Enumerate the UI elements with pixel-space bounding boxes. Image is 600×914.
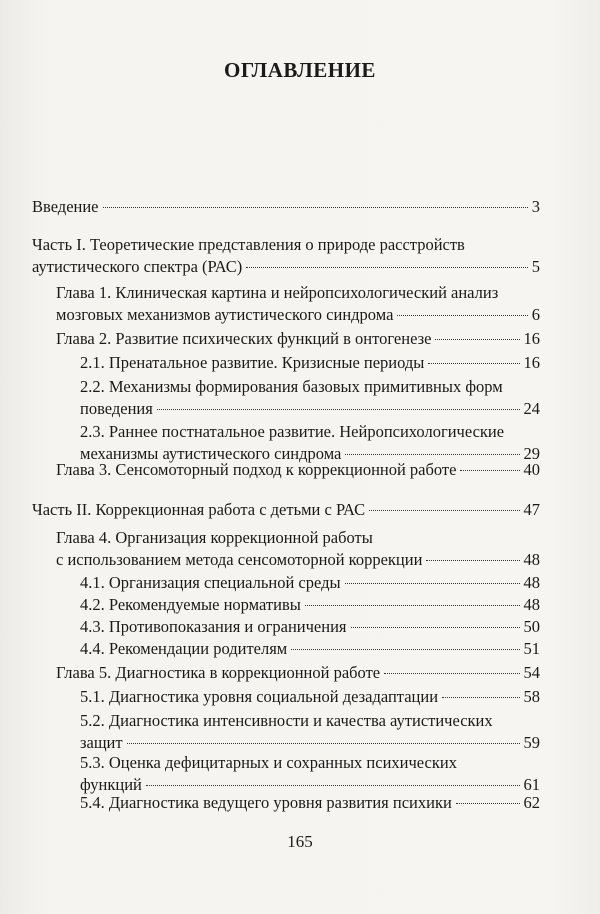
toc-entry-page: 48 bbox=[523, 595, 540, 614]
toc-entry-page: 50 bbox=[523, 617, 540, 636]
toc-entry-title: 5.4. Диагностика ведущего уровня развития психики bbox=[80, 793, 452, 812]
leader-dots bbox=[351, 627, 520, 628]
toc-entry-title-cont: аутистического спектра (РАС) bbox=[32, 257, 243, 276]
leader-dots bbox=[384, 673, 519, 674]
leader-dots bbox=[456, 803, 520, 804]
toc-entry bbox=[80, 616, 540, 638]
toc-entry bbox=[56, 662, 540, 684]
toc-entry bbox=[80, 638, 540, 660]
toc-entry-page: 47 bbox=[523, 500, 540, 519]
leader-dots bbox=[146, 785, 520, 786]
page-number: 165 bbox=[287, 832, 313, 851]
toc-entry-title: 2.1. Пренатальное развитие. Кризисные периоды bbox=[80, 353, 425, 372]
leader-dots bbox=[435, 339, 519, 340]
toc-entry-title: Часть I. Теоретические представления о природе расстройств bbox=[32, 235, 465, 254]
toc-entry-title-cont: механизмы аутистического синдрома bbox=[80, 444, 342, 463]
leader-dots bbox=[345, 454, 519, 455]
leader-dots bbox=[305, 605, 520, 606]
toc-entry-page: 59 bbox=[523, 733, 540, 752]
toc-entry-title: Глава 2. Развитие психических функций в онтогенезе bbox=[56, 329, 432, 348]
toc-entry bbox=[80, 352, 540, 374]
toc-entry bbox=[56, 328, 540, 350]
toc-entry-page: 58 bbox=[523, 687, 540, 706]
toc-entry bbox=[80, 792, 540, 814]
toc-entry-page: 51 bbox=[523, 639, 540, 658]
toc-entry bbox=[80, 686, 540, 708]
toc-entry-title: 5.2. Диагностика интенсивности и качества аутистических bbox=[80, 711, 493, 730]
leader-dots bbox=[246, 267, 528, 268]
toc-entry-page: 62 bbox=[523, 793, 540, 812]
leader-dots bbox=[426, 560, 519, 561]
toc-entry bbox=[80, 594, 540, 616]
toc-entry bbox=[32, 196, 540, 218]
toc-entry-title: Введение bbox=[32, 197, 99, 216]
toc-entry-page: 24 bbox=[523, 399, 540, 418]
toc-entry-page: 16 bbox=[523, 353, 540, 372]
toc-entry-title-cont: с использованием метода сенсомоторной коррекции bbox=[56, 550, 423, 569]
toc-entry-page: 5 bbox=[531, 257, 540, 276]
toc-entry bbox=[56, 459, 540, 481]
toc-entry-title: Глава 5. Диагностика в коррекционной работе bbox=[56, 663, 381, 682]
toc-entry-page: 6 bbox=[531, 305, 540, 324]
leader-dots bbox=[157, 409, 520, 410]
toc-entry-title: Глава 4. Организация коррекционной работы bbox=[56, 528, 373, 547]
toc-entry-title-cont: поведения bbox=[80, 399, 153, 418]
leader-dots bbox=[127, 743, 520, 744]
toc-entry-title: Глава 3. Сенсомоторный подход к коррекционной работе bbox=[56, 460, 457, 479]
toc-entry-title: 2.2. Механизмы формирования базовых примитивных форм bbox=[80, 377, 503, 396]
leader-dots bbox=[460, 470, 519, 471]
toc-entry bbox=[56, 282, 540, 326]
leader-dots bbox=[103, 207, 528, 208]
toc-entry-title: 4.1. Организация специальной среды bbox=[80, 573, 341, 592]
toc-entry bbox=[32, 499, 540, 521]
leader-dots bbox=[291, 649, 519, 650]
toc-entry-title-cont: функций bbox=[80, 775, 142, 794]
toc-entry-page: 48 bbox=[523, 573, 540, 592]
toc-entry-title: Глава 1. Клиническая картина и нейропсихологический анализ bbox=[56, 283, 499, 302]
leader-dots bbox=[442, 697, 519, 698]
toc-entry-title-cont: защит bbox=[80, 733, 123, 752]
toc-entry-page: 40 bbox=[523, 460, 540, 479]
leader-dots bbox=[428, 363, 519, 364]
toc-entry-title: 5.3. Оценка дефицитарных и сохранных психических bbox=[80, 753, 457, 772]
toc-entry-title: 4.3. Противопоказания и ограничения bbox=[80, 617, 347, 636]
leader-dots bbox=[369, 510, 519, 511]
page-title: ОГЛАВЛЕНИЕ bbox=[224, 58, 376, 82]
toc-entry-title: 4.2. Рекомендуемые нормативы bbox=[80, 595, 301, 614]
toc-entry-page: 61 bbox=[523, 775, 540, 794]
toc-entry-page: 16 bbox=[523, 329, 540, 348]
toc-entry-title: 4.4. Рекомендации родителям bbox=[80, 639, 288, 658]
toc-entry-page: 48 bbox=[523, 550, 540, 569]
toc-entry bbox=[80, 710, 540, 754]
toc-entry bbox=[32, 234, 540, 278]
toc-entry bbox=[80, 572, 540, 594]
toc-entry bbox=[80, 376, 540, 420]
leader-dots bbox=[345, 583, 520, 584]
leader-dots bbox=[397, 315, 527, 316]
toc-entry-title: 5.1. Диагностика уровня социальной дезадаптации bbox=[80, 687, 439, 706]
toc-entry-title: Часть II. Коррекционная работа с детьми с РАС bbox=[32, 500, 366, 519]
toc-entry-page: 54 bbox=[523, 663, 540, 682]
toc-entry-title-cont: мозговых механизмов аутистического синдрома bbox=[56, 305, 394, 324]
toc-entry-title: 2.3. Раннее постнатальное развитие. Нейропсихологические bbox=[80, 422, 505, 441]
toc-entry bbox=[80, 752, 540, 796]
toc-entry bbox=[56, 527, 540, 571]
toc-entry-page: 3 bbox=[531, 197, 540, 216]
toc-entry-page: 29 bbox=[523, 444, 540, 463]
